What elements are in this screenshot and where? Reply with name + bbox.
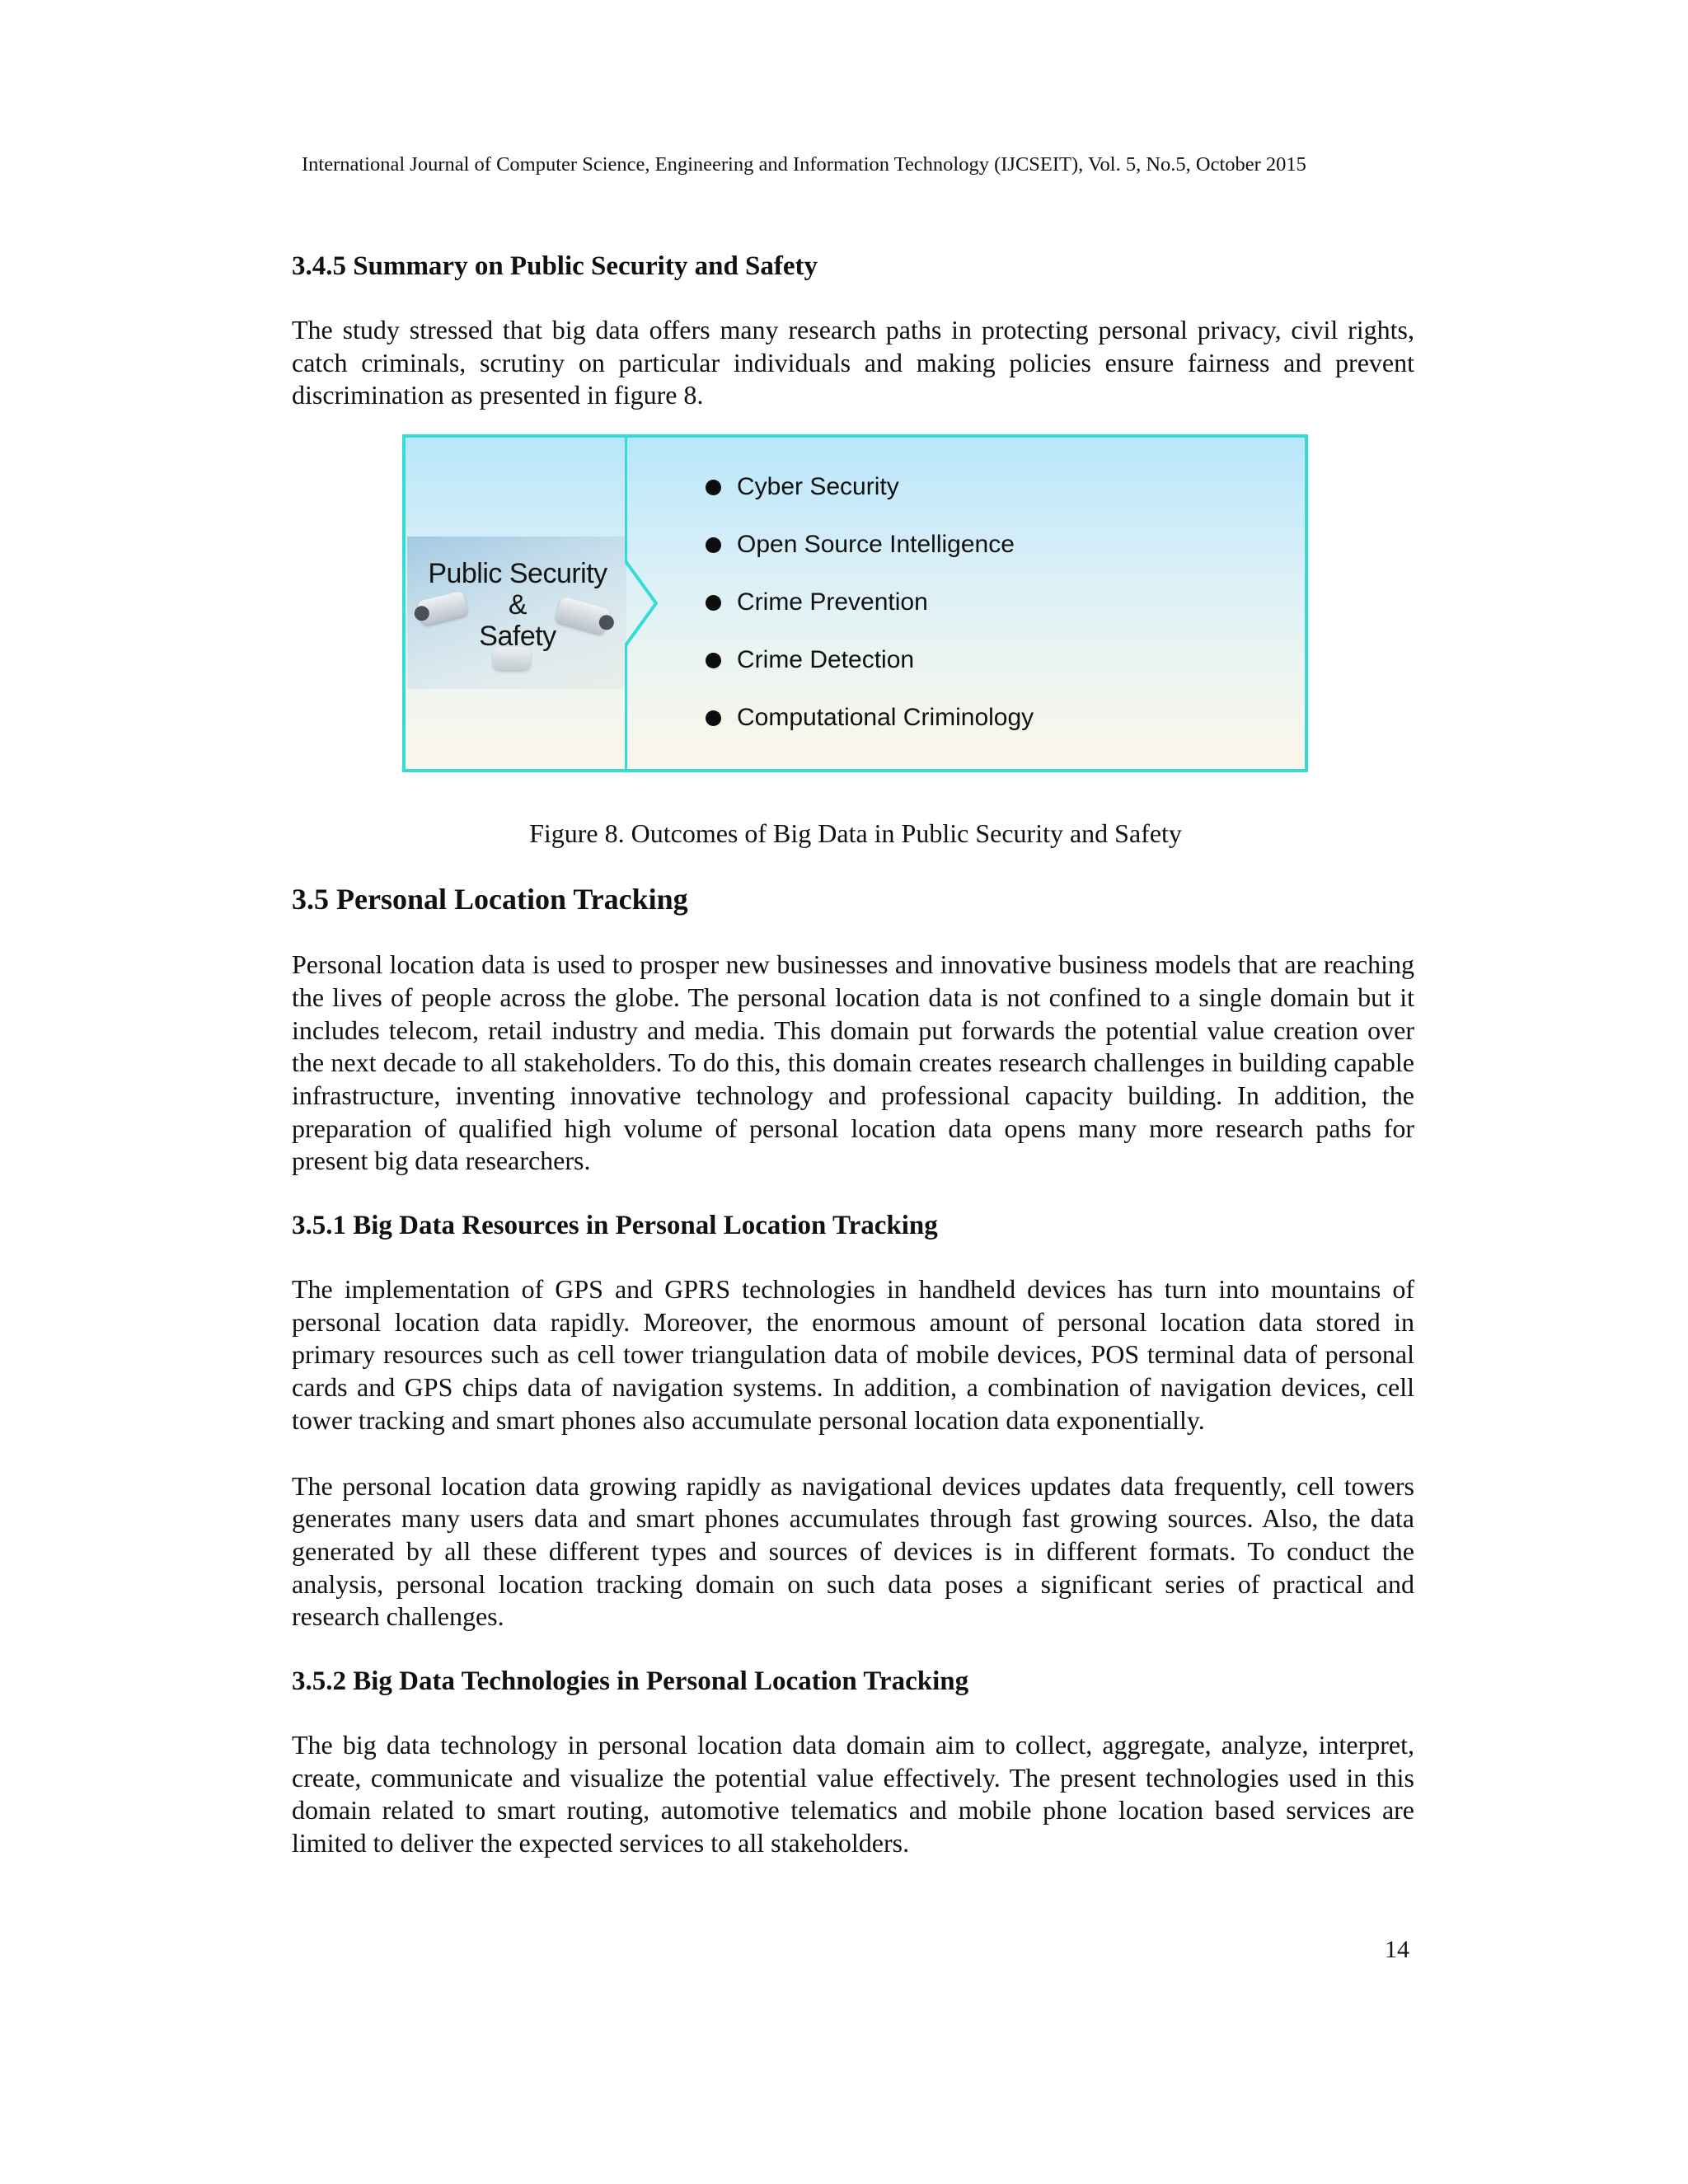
figure-label-line: Public Security (428, 558, 607, 590)
list-item (706, 644, 1034, 701)
bullet-icon (706, 653, 721, 668)
bullet-icon (706, 710, 721, 726)
figure-label-title (406, 558, 630, 652)
list-item (706, 701, 1034, 759)
figure-divider-arrow (625, 438, 674, 769)
outcomes-bullet-list (706, 471, 1034, 759)
bullet-text: Computational Criminology (737, 704, 1034, 732)
figure-label-panel (406, 438, 630, 769)
heading-3-5-1: 3.5.1 Big Data Resources in Personal Location Tracking (292, 1211, 938, 1241)
bullet-icon (706, 480, 721, 495)
paragraph-resources-2: The personal location data growing rapidly as navigational devices updates data frequently, cell towers generates many users data and smart phones accumulates through fast growing sources. Also, the data generated by all these different types and sources of devices is in different formats. To conduct the analysis, personal location tracking domain on such data poses a significant series of practical and research challenges. (292, 1470, 1414, 1632)
list-item (706, 586, 1034, 644)
figure-label-line: Safety (479, 621, 556, 653)
bullet-icon (706, 537, 721, 553)
paragraph-personal-location: Personal location data is used to prosper new businesses and innovative business models that are reaching the lives of people across the globe. The personal location data is not confined to a single domain but it includes telecom, retail industry and media. This domain put forwards the potential value creation over the next decade to all stakeholders. To do this, this domain creates research challenges in building capable infrastructure, inventing innovative technology and professional capacity building. In addition, the preparation of qualified high volume of personal location data opens many more research paths for present big data researchers. (292, 949, 1414, 1176)
bullet-text: Crime Detection (737, 646, 915, 674)
figure-label-line: & (508, 589, 528, 621)
bullet-icon (706, 595, 721, 611)
figure-8-diagram (402, 434, 1308, 772)
heading-3-5-2: 3.5.2 Big Data Technologies in Personal Location Tracking (292, 1666, 969, 1697)
paragraph-technologies: The big data technology in personal location data domain aim to collect, aggregate, analyze, interpret, create, communicate and visualize the potential value effectively. The present technologies used in this domain related to smart routing, automotive telematics and mobile phone location based services are limited to deliver the expected services to all stakeholders. (292, 1730, 1414, 1858)
list-item (706, 528, 1034, 586)
list-item (706, 471, 1034, 528)
paragraph-resources-1: The implementation of GPS and GPRS technologies in handheld devices has turn into mountains of personal location data rapidly. Moreover, the enormous amount of personal location data stored in primary resources such as cell tower triangulation data of mobile devices, POS terminal data of personal cards and GPS chips data of navigation systems. In addition, a combination of navigation devices, cell tower tracking and smart phones also accumulate personal location data exponentially. (292, 1274, 1414, 1435)
journal-running-header: International Journal of Computer Science, Engineering and Information Technology (IJCSEIT), Vol. 5, No.5, October 2015 (302, 153, 1306, 176)
page-number: 14 (1385, 1936, 1409, 1963)
heading-3-4-5: 3.4.5 Summary on Public Security and Safety (292, 251, 818, 281)
figure-caption: Figure 8. Outcomes of Big Data in Public Security and Safety (529, 818, 1182, 849)
paragraph-summary-public-security: The study stressed that big data offers many research paths in protecting personal privacy, civil rights, catch criminals, scrutiny on particular individuals and making policies ensure fairness and prevent discrimination as presented in figure 8. (292, 315, 1414, 410)
heading-3-5: 3.5 Personal Location Tracking (292, 883, 688, 916)
bullet-text: Cyber Security (737, 473, 899, 501)
page-content (292, 250, 1414, 1860)
bullet-text: Crime Prevention (737, 588, 928, 616)
bullet-text: Open Source Intelligence (737, 531, 1015, 559)
